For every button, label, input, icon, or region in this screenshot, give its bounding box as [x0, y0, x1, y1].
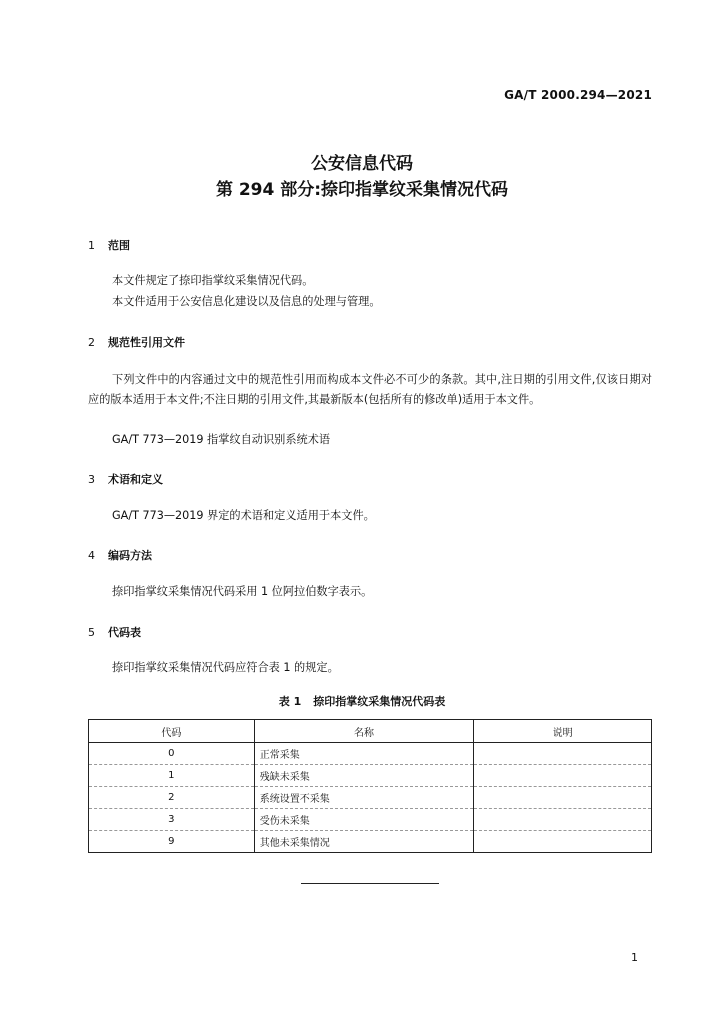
code-cell: 3 [89, 809, 255, 831]
table-row [89, 809, 652, 831]
paragraph: 捺印指掌纹采集情况代码采用 1 位阿拉伯数字表示。 [112, 585, 373, 598]
standard-code: GA/T 2000.294—2021 [504, 88, 652, 102]
column-header-code: 代码 [89, 720, 255, 743]
table-header-row [89, 720, 652, 743]
section-number: 4 [88, 549, 95, 562]
section-5-heading [88, 624, 141, 640]
section-number: 1 [88, 239, 95, 252]
section-2-heading [88, 334, 185, 350]
section-1-heading [88, 237, 130, 253]
page-number: 1 [631, 951, 638, 964]
table-row [89, 765, 652, 787]
section-title: 编码方法 [108, 549, 152, 562]
note-cell [474, 743, 652, 765]
section-title: 术语和定义 [108, 473, 163, 486]
section-title: 代码表 [108, 626, 141, 639]
section-number: 5 [88, 626, 95, 639]
paragraph: 下列文件中的内容通过文中的规范性引用而构成本文件必不可少的条款。其中,注日期的引用文件,仅该日期对应的版本适用于本文件;不注日期的引用文件,其最新版本(包括所有的修改单)适用于本文件。 [88, 373, 652, 406]
note-cell [474, 831, 652, 853]
name-cell: 正常采集 [254, 743, 474, 765]
section-number: 3 [88, 473, 95, 486]
document-subtitle: 第 294 部分:捺印指掌纹采集情况代码 [215, 180, 509, 200]
code-cell: 1 [89, 765, 255, 787]
document-title: 公安信息代码 [311, 154, 413, 174]
code-cell: 2 [89, 787, 255, 809]
paragraph: 本文件适用于公安信息化建设以及信息的处理与管理。 [112, 295, 381, 308]
paragraph: 捺印指掌纹采集情况代码应符合表 1 的规定。 [112, 661, 339, 674]
section-title: 范围 [108, 239, 130, 252]
table-row [89, 787, 652, 809]
name-cell: 受伤未采集 [254, 809, 474, 831]
note-cell [474, 787, 652, 809]
paragraph: 本文件规定了捺印指掌纹采集情况代码。 [112, 274, 314, 287]
table-caption [0, 693, 724, 709]
paragraph: GA/T 773—2019 界定的术语和定义适用于本文件。 [112, 509, 375, 522]
note-cell [474, 809, 652, 831]
section-3-heading [88, 471, 163, 487]
name-cell: 残缺未采集 [254, 765, 474, 787]
section-4-heading [88, 547, 152, 563]
table-row [89, 831, 652, 853]
code-table [88, 719, 652, 853]
table-title: 捺印指掌纹采集情况代码表 [313, 695, 446, 708]
table-row [89, 743, 652, 765]
referenced-document: GA/T 773—2019 指掌纹自动识别系统术语 [112, 433, 331, 446]
section-title: 规范性引用文件 [108, 336, 185, 349]
end-rule [301, 883, 439, 884]
column-header-name: 名称 [254, 720, 474, 743]
column-header-note: 说明 [474, 720, 652, 743]
table-number: 表 1 [278, 695, 302, 708]
note-cell [474, 765, 652, 787]
section-number: 2 [88, 336, 95, 349]
name-cell: 系统设置不采集 [254, 787, 474, 809]
code-cell: 9 [89, 831, 255, 853]
code-cell: 0 [89, 743, 255, 765]
name-cell: 其他未采集情况 [254, 831, 474, 853]
